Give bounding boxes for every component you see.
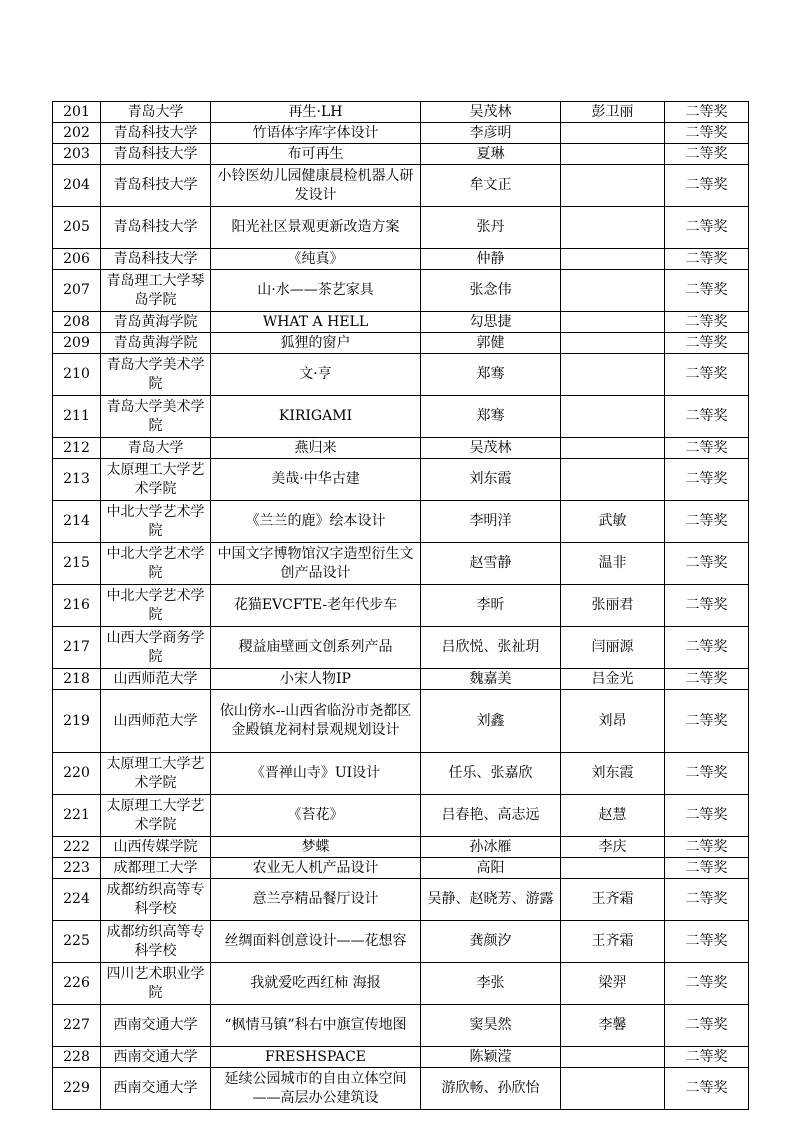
author-cell: 陈颖滢 bbox=[421, 1047, 561, 1068]
row-number: 214 bbox=[53, 501, 101, 543]
table-row bbox=[53, 354, 749, 396]
author-cell: 孙冰雁 bbox=[421, 837, 561, 858]
row-number: 207 bbox=[53, 270, 101, 312]
prize-cell: 二等奖 bbox=[665, 459, 749, 501]
advisor-cell bbox=[561, 438, 665, 459]
advisor-cell bbox=[561, 1068, 665, 1110]
prize-cell: 二等奖 bbox=[665, 543, 749, 585]
prize-cell: 二等奖 bbox=[665, 249, 749, 270]
advisor-cell: 王齐霜 bbox=[561, 921, 665, 963]
award-table bbox=[52, 101, 749, 1110]
school-cell: 山西传媒学院 bbox=[101, 837, 211, 858]
row-number: 229 bbox=[53, 1068, 101, 1110]
table-row bbox=[53, 1068, 749, 1110]
prize-cell: 二等奖 bbox=[665, 270, 749, 312]
table-row bbox=[53, 858, 749, 879]
advisor-cell bbox=[561, 249, 665, 270]
advisor-cell: 刘昂 bbox=[561, 690, 665, 753]
school-cell: 太原理工大学艺术学院 bbox=[101, 459, 211, 501]
prize-cell: 二等奖 bbox=[665, 1068, 749, 1110]
table-row bbox=[53, 207, 749, 249]
table-row bbox=[53, 690, 749, 753]
table-row bbox=[53, 438, 749, 459]
row-number: 211 bbox=[53, 396, 101, 438]
advisor-cell bbox=[561, 1047, 665, 1068]
award-table-body bbox=[53, 102, 749, 1110]
row-number: 224 bbox=[53, 879, 101, 921]
advisor-cell bbox=[561, 165, 665, 207]
school-cell: 中北大学艺术学院 bbox=[101, 543, 211, 585]
work-title-cell: 意兰亭精品餐厅设计 bbox=[211, 879, 421, 921]
school-cell: 青岛黄海学院 bbox=[101, 333, 211, 354]
prize-cell: 二等奖 bbox=[665, 1005, 749, 1047]
prize-cell: 二等奖 bbox=[665, 333, 749, 354]
table-row bbox=[53, 501, 749, 543]
author-cell: 吕欣悦、张祉玥 bbox=[421, 627, 561, 669]
table-row bbox=[53, 165, 749, 207]
advisor-cell bbox=[561, 396, 665, 438]
school-cell: 青岛科技大学 bbox=[101, 249, 211, 270]
school-cell: 青岛大学 bbox=[101, 102, 211, 123]
table-row bbox=[53, 270, 749, 312]
author-cell: 窦昊然 bbox=[421, 1005, 561, 1047]
row-number: 218 bbox=[53, 669, 101, 690]
author-cell: 张丹 bbox=[421, 207, 561, 249]
row-number: 212 bbox=[53, 438, 101, 459]
advisor-cell: 吕金光 bbox=[561, 669, 665, 690]
row-number: 219 bbox=[53, 690, 101, 753]
work-title-cell: “枫情马镇”科右中旗宣传地图 bbox=[211, 1005, 421, 1047]
advisor-cell: 刘东霞 bbox=[561, 753, 665, 795]
prize-cell: 二等奖 bbox=[665, 354, 749, 396]
prize-cell: 二等奖 bbox=[665, 921, 749, 963]
advisor-cell: 王齐霜 bbox=[561, 879, 665, 921]
school-cell: 西南交通大学 bbox=[101, 1068, 211, 1110]
author-cell: 刘鑫 bbox=[421, 690, 561, 753]
author-cell: 勾思捷 bbox=[421, 312, 561, 333]
work-title-cell: 燕归来 bbox=[211, 438, 421, 459]
table-row bbox=[53, 627, 749, 669]
school-cell: 山西师范大学 bbox=[101, 690, 211, 753]
table-row bbox=[53, 1005, 749, 1047]
prize-cell: 二等奖 bbox=[665, 144, 749, 165]
school-cell: 青岛大学美术学院 bbox=[101, 396, 211, 438]
row-number: 227 bbox=[53, 1005, 101, 1047]
row-number: 222 bbox=[53, 837, 101, 858]
author-cell: 张念伟 bbox=[421, 270, 561, 312]
author-cell: 龚颜汐 bbox=[421, 921, 561, 963]
school-cell: 山西大学商务学院 bbox=[101, 627, 211, 669]
advisor-cell: 温非 bbox=[561, 543, 665, 585]
table-row bbox=[53, 585, 749, 627]
work-title-cell: 花猫EVCFTE-老年代步车 bbox=[211, 585, 421, 627]
prize-cell: 二等奖 bbox=[665, 837, 749, 858]
table-row bbox=[53, 921, 749, 963]
prize-cell: 二等奖 bbox=[665, 585, 749, 627]
prize-cell: 二等奖 bbox=[665, 312, 749, 333]
author-cell: 吴静、赵晓芳、游露 bbox=[421, 879, 561, 921]
table-row bbox=[53, 795, 749, 837]
prize-cell: 二等奖 bbox=[665, 123, 749, 144]
school-cell: 太原理工大学艺术学院 bbox=[101, 753, 211, 795]
author-cell: 吴茂林 bbox=[421, 438, 561, 459]
advisor-cell bbox=[561, 459, 665, 501]
prize-cell: 二等奖 bbox=[665, 627, 749, 669]
row-number: 202 bbox=[53, 123, 101, 144]
author-cell: 刘东霞 bbox=[421, 459, 561, 501]
author-cell: 郑骞 bbox=[421, 354, 561, 396]
prize-cell: 二等奖 bbox=[665, 165, 749, 207]
table-row bbox=[53, 312, 749, 333]
school-cell: 成都理工大学 bbox=[101, 858, 211, 879]
author-cell: 游欣畅、孙欣怡 bbox=[421, 1068, 561, 1110]
author-cell: 仲静 bbox=[421, 249, 561, 270]
work-title-cell: KIRIGAMI bbox=[211, 396, 421, 438]
school-cell: 西南交通大学 bbox=[101, 1005, 211, 1047]
author-cell: 牟文正 bbox=[421, 165, 561, 207]
advisor-cell: 赵慧 bbox=[561, 795, 665, 837]
school-cell: 西南交通大学 bbox=[101, 1047, 211, 1068]
work-title-cell: 《晋禅山寺》UI设计 bbox=[211, 753, 421, 795]
work-title-cell: 延续公园城市的自由立体空间——高层办公建筑设 bbox=[211, 1068, 421, 1110]
author-cell: 吕春艳、高志远 bbox=[421, 795, 561, 837]
school-cell: 青岛大学 bbox=[101, 438, 211, 459]
prize-cell: 二等奖 bbox=[665, 690, 749, 753]
school-cell: 中北大学艺术学院 bbox=[101, 501, 211, 543]
advisor-cell: 彭卫丽 bbox=[561, 102, 665, 123]
school-cell: 青岛理工大学琴岛学院 bbox=[101, 270, 211, 312]
work-title-cell: 《苔花》 bbox=[211, 795, 421, 837]
prize-cell: 二等奖 bbox=[665, 501, 749, 543]
advisor-cell: 闫丽源 bbox=[561, 627, 665, 669]
school-cell: 青岛黄海学院 bbox=[101, 312, 211, 333]
row-number: 215 bbox=[53, 543, 101, 585]
prize-cell: 二等奖 bbox=[665, 438, 749, 459]
row-number: 221 bbox=[53, 795, 101, 837]
advisor-cell bbox=[561, 858, 665, 879]
advisor-cell: 梁羿 bbox=[561, 963, 665, 1005]
school-cell: 青岛科技大学 bbox=[101, 123, 211, 144]
author-cell: 李张 bbox=[421, 963, 561, 1005]
school-cell: 山西师范大学 bbox=[101, 669, 211, 690]
author-cell: 吴茂林 bbox=[421, 102, 561, 123]
prize-cell: 二等奖 bbox=[665, 207, 749, 249]
prize-cell: 二等奖 bbox=[665, 795, 749, 837]
work-title-cell: 竹语体字库字体设计 bbox=[211, 123, 421, 144]
row-number: 209 bbox=[53, 333, 101, 354]
author-cell: 赵雪静 bbox=[421, 543, 561, 585]
work-title-cell: 山·水——茶艺家具 bbox=[211, 270, 421, 312]
school-cell: 青岛科技大学 bbox=[101, 144, 211, 165]
work-title-cell: 我就爱吃西红柿 海报 bbox=[211, 963, 421, 1005]
work-title-cell: 再生·LH bbox=[211, 102, 421, 123]
work-title-cell: 阳光社区景观更新改造方案 bbox=[211, 207, 421, 249]
advisor-cell: 武敏 bbox=[561, 501, 665, 543]
author-cell: 李彦明 bbox=[421, 123, 561, 144]
row-number: 226 bbox=[53, 963, 101, 1005]
table-row bbox=[53, 144, 749, 165]
school-cell: 中北大学艺术学院 bbox=[101, 585, 211, 627]
table-row bbox=[53, 102, 749, 123]
row-number: 206 bbox=[53, 249, 101, 270]
work-title-cell: 丝绸面料创意设计——花想容 bbox=[211, 921, 421, 963]
work-title-cell: 中国文字博物馆汉字造型衍生文创产品设计 bbox=[211, 543, 421, 585]
work-title-cell: WHAT A HELL bbox=[211, 312, 421, 333]
row-number: 213 bbox=[53, 459, 101, 501]
work-title-cell: 小宋人物IP bbox=[211, 669, 421, 690]
school-cell: 青岛大学美术学院 bbox=[101, 354, 211, 396]
advisor-cell bbox=[561, 123, 665, 144]
table-row bbox=[53, 123, 749, 144]
award-list-page bbox=[52, 101, 748, 1110]
row-number: 208 bbox=[53, 312, 101, 333]
advisor-cell bbox=[561, 144, 665, 165]
prize-cell: 二等奖 bbox=[665, 396, 749, 438]
work-title-cell: FRESHSPACE bbox=[211, 1047, 421, 1068]
row-number: 203 bbox=[53, 144, 101, 165]
table-row bbox=[53, 396, 749, 438]
school-cell: 四川艺术职业学院 bbox=[101, 963, 211, 1005]
table-row bbox=[53, 333, 749, 354]
table-row bbox=[53, 879, 749, 921]
row-number: 217 bbox=[53, 627, 101, 669]
row-number: 201 bbox=[53, 102, 101, 123]
school-cell: 青岛科技大学 bbox=[101, 207, 211, 249]
advisor-cell: 李馨 bbox=[561, 1005, 665, 1047]
table-row bbox=[53, 963, 749, 1005]
table-row bbox=[53, 249, 749, 270]
row-number: 228 bbox=[53, 1047, 101, 1068]
advisor-cell bbox=[561, 270, 665, 312]
work-title-cell: 美哉·中华古建 bbox=[211, 459, 421, 501]
table-row bbox=[53, 459, 749, 501]
school-cell: 青岛科技大学 bbox=[101, 165, 211, 207]
advisor-cell bbox=[561, 333, 665, 354]
advisor-cell bbox=[561, 312, 665, 333]
work-title-cell: 梦蝶 bbox=[211, 837, 421, 858]
row-number: 204 bbox=[53, 165, 101, 207]
prize-cell: 二等奖 bbox=[665, 1047, 749, 1068]
row-number: 223 bbox=[53, 858, 101, 879]
row-number: 205 bbox=[53, 207, 101, 249]
school-cell: 成都纺织高等专科学校 bbox=[101, 921, 211, 963]
author-cell: 李明洋 bbox=[421, 501, 561, 543]
work-title-cell: 文·亨 bbox=[211, 354, 421, 396]
work-title-cell: 依山傍水--山西省临汾市尧都区金殿镇龙祠村景观规划设计 bbox=[211, 690, 421, 753]
author-cell: 任乐、张嘉欣 bbox=[421, 753, 561, 795]
work-title-cell: 农业无人机产品设计 bbox=[211, 858, 421, 879]
prize-cell: 二等奖 bbox=[665, 669, 749, 690]
advisor-cell: 李庆 bbox=[561, 837, 665, 858]
prize-cell: 二等奖 bbox=[665, 963, 749, 1005]
table-row bbox=[53, 543, 749, 585]
work-title-cell: 狐狸的窗户 bbox=[211, 333, 421, 354]
prize-cell: 二等奖 bbox=[665, 858, 749, 879]
table-row bbox=[53, 753, 749, 795]
work-title-cell: 布可再生 bbox=[211, 144, 421, 165]
table-row bbox=[53, 837, 749, 858]
author-cell: 郭健 bbox=[421, 333, 561, 354]
author-cell: 郑骞 bbox=[421, 396, 561, 438]
author-cell: 高阳 bbox=[421, 858, 561, 879]
school-cell: 太原理工大学艺术学院 bbox=[101, 795, 211, 837]
work-title-cell: 小铃医幼儿园健康晨检机器人研发设计 bbox=[211, 165, 421, 207]
school-cell: 成都纺织高等专科学校 bbox=[101, 879, 211, 921]
row-number: 216 bbox=[53, 585, 101, 627]
author-cell: 魏嘉美 bbox=[421, 669, 561, 690]
advisor-cell bbox=[561, 207, 665, 249]
work-title-cell: 稷益庙壁画文创系列产品 bbox=[211, 627, 421, 669]
author-cell: 李昕 bbox=[421, 585, 561, 627]
author-cell: 夏琳 bbox=[421, 144, 561, 165]
advisor-cell bbox=[561, 354, 665, 396]
row-number: 225 bbox=[53, 921, 101, 963]
prize-cell: 二等奖 bbox=[665, 879, 749, 921]
table-row bbox=[53, 669, 749, 690]
work-title-cell: 《兰兰的鹿》绘本设计 bbox=[211, 501, 421, 543]
table-row bbox=[53, 1047, 749, 1068]
prize-cell: 二等奖 bbox=[665, 753, 749, 795]
row-number: 220 bbox=[53, 753, 101, 795]
advisor-cell: 张丽君 bbox=[561, 585, 665, 627]
prize-cell: 二等奖 bbox=[665, 102, 749, 123]
row-number: 210 bbox=[53, 354, 101, 396]
work-title-cell: 《纯真》 bbox=[211, 249, 421, 270]
